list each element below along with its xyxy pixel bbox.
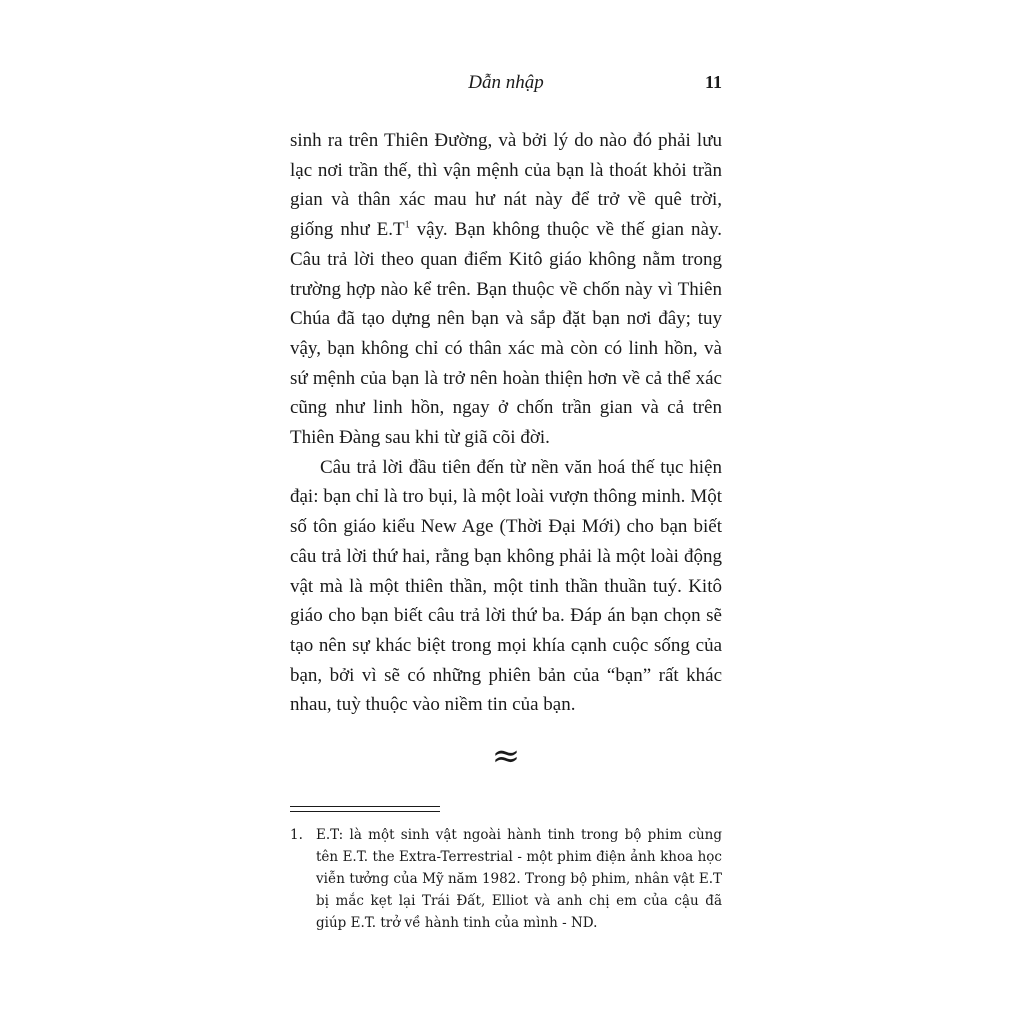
page-header [290,70,722,100]
footnote-rule [290,806,440,812]
paragraph-1 [290,126,722,453]
page-number: 11 [704,72,722,92]
body-text [290,126,722,720]
footnote-number: 1. [290,827,303,843]
footnote-reference[interactable]: 1 [404,219,410,231]
section-separator: ≈ [491,736,521,776]
paragraph-1-text-a: sinh ra trên Thiên Đường, và bởi lý do nào đó phải lưu lạc nơi trần thế, thì vận mệnh của bạn là thoát khỏi trần gian và thân xác mau hư nát này để trở về quê trời, giống như E.T [290,130,722,241]
footnote [290,824,722,934]
paragraph-2: Câu trả lời đầu tiên đến từ nền văn hoá thế tục hiện đại: bạn chỉ là tro bụi, là một loài vượn thông minh. Một số tôn giáo kiểu New Age (Thời Đại Mới) cho bạn biết câu trả lời thứ hai, rằng bạn không phải là một loài động vật mà là một thiên thần, một tinh thần thuần tuý. Kitô giáo cho bạn biết câu trả lời thứ ba. Đáp án bạn chọn sẽ tạo nên sự khác biệt trong mọi khía cạnh cuộc sống của bạn, bởi vì sẽ có những phiên bản của “bạn” rất khác nhau, tuỳ thuộc vào niềm tin của bạn. [290,456,722,716]
running-head: Dẫn nhập [468,72,544,93]
paragraph-1-text-b: vậy. Bạn không thuộc về thế gian này. Câu trả lời theo quan điểm Kitô giáo không nằm trong trường hợp nào kể trên. Bạn thuộc về chốn này vì Thiên Chúa đã tạo dựng nên bạn và sắp đặt bạn nơi đây; tuy vậy, bạn không chỉ có thân xác mà còn có linh hồn, và sứ mệnh của bạn là trở nên hoàn thiện hơn về cả thể xác cũng như linh hồn, ngay ở chốn trần gian và cả trên Thiên Đàng sau khi từ giã cõi đời. [290,219,722,449]
footnote-text: E.T: là một sinh vật ngoài hành tinh trong bộ phim cùng tên E.T. the Extra-Terrestrial - một phim điện ảnh khoa học viễn tưởng của Mỹ năm 1982. Trong bộ phim, nhân vật E.T bị mắc kẹt lại Trái Đất, Elliot và anh chị em của cậu đã giúp E.T. trở về hành tinh của mình - ND. [316,827,722,931]
